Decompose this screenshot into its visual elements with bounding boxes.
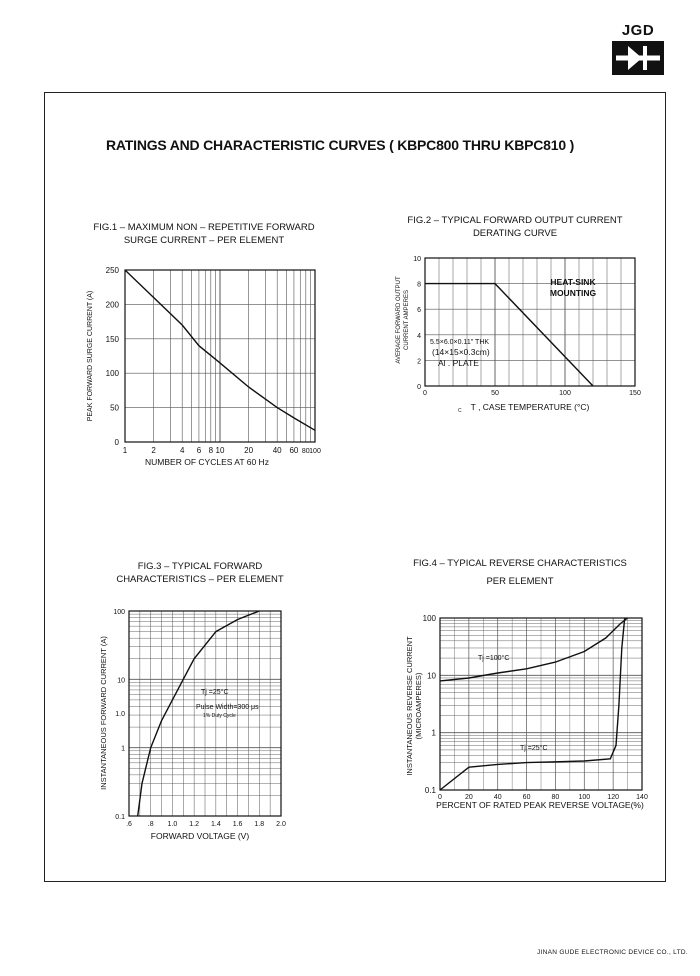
fig4-ytick-label: 0.1 [424,786,436,795]
fig1-xtick-label: 2 [151,446,156,455]
fig1-xtick-label: 40 [272,446,282,455]
fig1-xtick-label: 100 [309,448,321,455]
fig3-xtick-label: .8 [147,821,154,828]
fig3-ytick-label: 1 [121,745,125,753]
fig1-ytick-label: 150 [105,334,119,344]
fig4-ylabel-line1: INSTANTANEOUS REVERSE CURRENT [405,636,414,776]
fig3-ytick-label: 100 [113,609,125,616]
fig1-ytick-label: 250 [105,266,119,275]
fig3-xtick-label: .6 [126,821,132,828]
fig4-xtick-label: 100 [578,794,591,801]
fig2-ytick-label: 10 [413,256,421,263]
fig4-ytick-label: 100 [422,614,436,623]
fig1-ytick-label: 100 [105,369,119,379]
fig3-ytick-label: 1.0 [115,711,125,719]
fig2-plate3: Al . PLATE [438,358,479,368]
fig3-note2: Pulse Width=300 μs [196,704,259,711]
fig2-plate1: 5.5×6.0×0.11" THK [430,339,490,346]
fig1-xtick-label: 1 [122,446,128,455]
fig2-xtick-label: 150 [629,390,641,397]
fig2-ytick-label: 8 [417,281,421,289]
fig2-xlabel [471,402,590,412]
fig2-ytick-label: 4 [417,332,421,340]
fig2-ylabel-line2: CURRENT AMPERES [404,290,410,350]
fig3-curve [138,611,260,816]
fig4-ytick-label: 10 [427,671,436,681]
fig1-title [84,221,324,247]
fig4-curve-100c [440,618,628,681]
fig3-xtick-label: 1.6 [232,821,243,828]
fig3-xtick-label: 1.2 [189,821,200,828]
fig1-xtick-label: 10 [215,446,225,455]
fig2-xtick-label: 0 [423,390,427,397]
fig2-ylabel-line1: AVERAGE FORWARD OUTPUT [396,276,402,364]
fig4-title-line1: FIG.4 – TYPICAL REVERSE CHARACTERISTICS [413,558,627,569]
fig2-note2: MOUNTING [549,288,597,298]
fig1-xtick-label: 80 [301,448,310,455]
fig4-ytick-label: 1 [431,728,436,738]
fig3-xtick-label: 1.0 [167,821,178,828]
fig1-ytick-label: 50 [110,403,119,413]
fig3-title-line1: FIG.3 – TYPICAL FORWARD [137,561,263,572]
fig4-chart [400,610,660,815]
fig4-note2: Tj =25°C [520,745,548,752]
fig1-xtick-label: 20 [244,446,254,455]
fig1-xtick-label: 8 [208,446,214,455]
fig3-title [100,560,300,586]
fig4-ylabel-line2: (MICROAMPERES) [414,672,423,740]
fig3-chart [96,603,306,843]
fig2-xtick-label: 100 [559,390,571,397]
fig2-ytick-label: 6 [417,307,421,315]
fig4-xtick-label: 120 [607,794,619,801]
fig3-xlabel: FORWARD VOLTAGE (V) [150,831,250,841]
brand-name: JGD [621,22,655,39]
fig3-note1: Tj =25°C [201,689,229,696]
fig4-xlabel: PERCENT OF RATED PEAK REVERSE VOLTAGE(%) [436,800,644,810]
footer-company: JINAN GUDE ELECTRONIC DEVICE CO., LTD. [536,949,688,956]
fig1-xtick-label: 60 [289,446,299,455]
fig3-xtick-label: 1.4 [210,821,221,828]
fig2-ytick-label: 2 [417,358,421,366]
fig4-title-line2: PER ELEMENT [486,576,554,587]
fig4-xtick-label: 0 [438,794,442,801]
fig2-note1: HEAT-SINK [550,277,596,287]
fig4-xtick-label: 140 [636,794,648,801]
fig3-ylabel: INSTANTANEOUS FORWARD CURRENT (A) [99,636,108,790]
fig1-xtick-label: 4 [179,446,185,455]
fig1-xlabel: NUMBER OF CYCLES AT 60 Hz [145,457,269,467]
fig4-xtick-label: 80 [551,794,560,801]
fig4-xtick-label: 60 [522,794,531,801]
fig2-chart [390,250,650,418]
fig2-title-line2: DERATING CURVE [472,228,558,239]
fig2-xlabel-text: T , CASE TEMPERATURE (°C) [470,402,590,412]
fig1-ytick-label: 0 [114,438,119,447]
page-title: RATINGS AND CHARACTERISTIC CURVES ( KBPC800 THRU KBPC810 ) [106,137,575,153]
fig3-ytick-label: 0.1 [115,814,125,821]
fig2-plate2: (14×15×0.3cm) [432,347,490,357]
fig4-xtick-label: 20 [464,794,473,801]
fig1-ylabel: PEAK FORWARD SURGE CURRENT (A) [87,290,94,422]
fig1-title-line1: FIG.1 – MAXIMUM NON – REPETITIVE FORWARD [93,222,315,233]
fig4-note1: Tj =100°C [478,655,510,662]
fig3-xtick-label: 1.8 [254,821,265,828]
fig4-title [400,555,640,591]
fig1-ytick-label: 200 [105,300,119,310]
fig3-note3: 1% Duty Cycle [203,713,236,719]
fig4-xtick-label: 40 [493,794,502,801]
fig3-xtick-label: 2.0 [276,821,286,828]
fig2-title-line1: FIG.2 – TYPICAL FORWARD OUTPUT CURRENT [407,215,623,226]
fig1-title-line2: SURGE CURRENT – PER ELEMENT [123,235,285,246]
fig1-chart [80,260,330,470]
brand-logo [610,22,666,76]
fig2-title [395,214,635,240]
fig2-xtick-label: 50 [491,390,499,397]
diode-logo-icon [612,41,664,75]
fig1-xtick-label: 6 [196,446,202,455]
fig2-xlabel-sub: C [458,408,462,414]
fig2-ytick-label: 0 [417,384,421,391]
fig3-ytick-label: 10 [117,677,125,685]
fig3-title-line2: CHARACTERISTICS – PER ELEMENT [116,574,284,585]
